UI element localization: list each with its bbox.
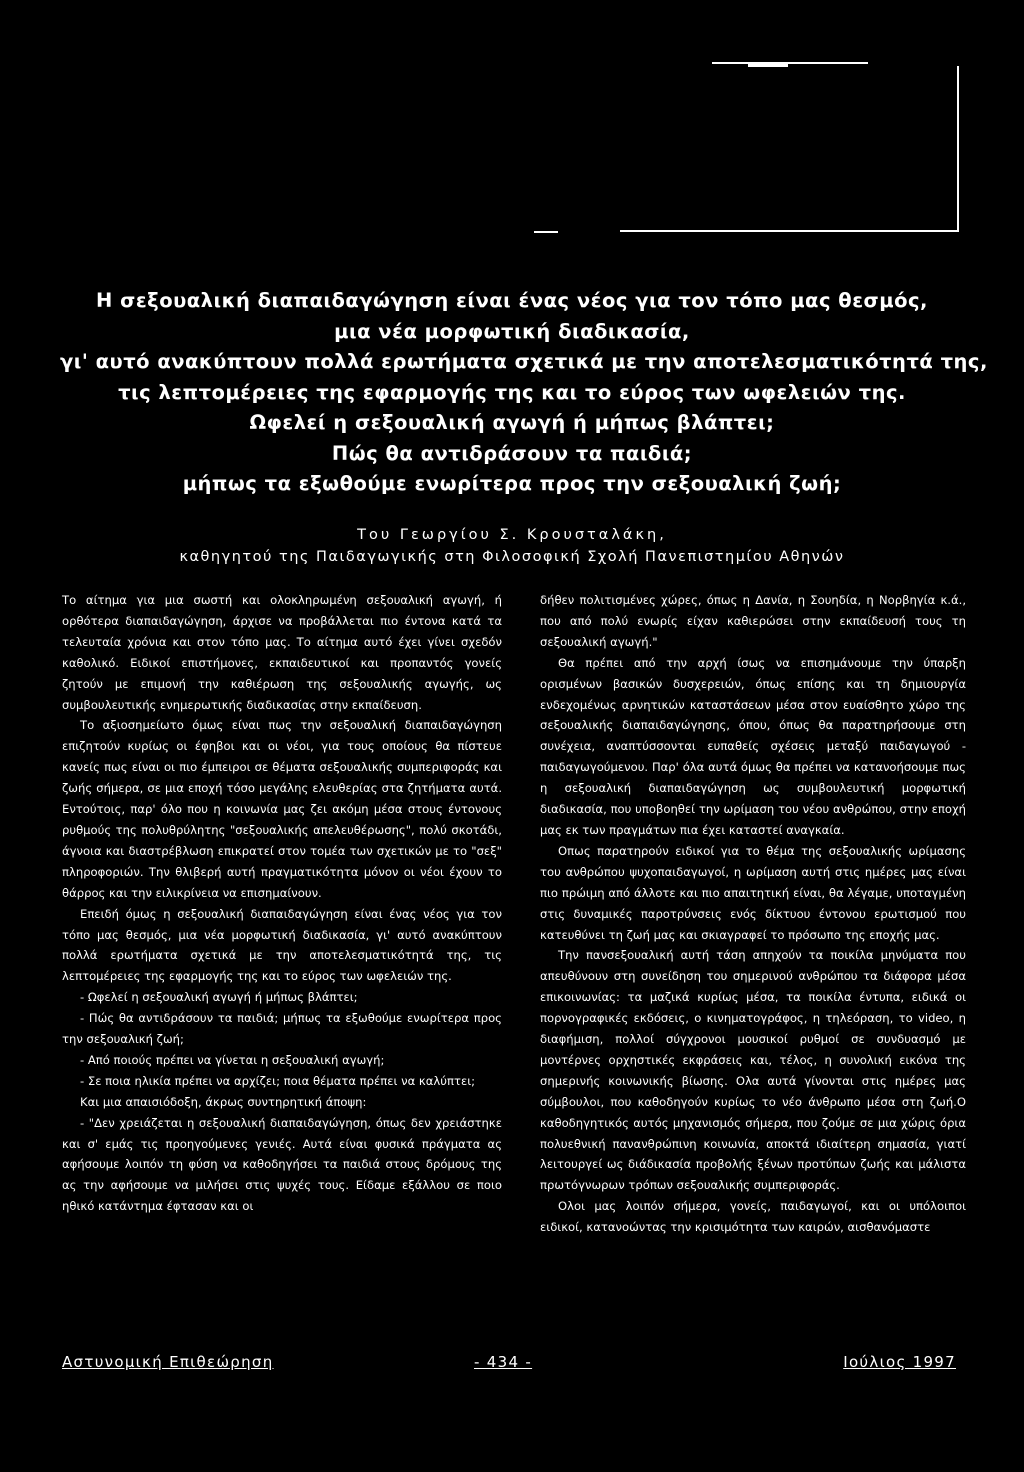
paragraph: - Από ποιούς πρέπει να γίνεται η σεξουαλική αγωγή; (80, 1052, 385, 1067)
paragraph: - "Δεν χρειάζεται η σεξουαλική διαπαιδαγώγηση, όπως δεν χρειάστηκε και σ' εμάς τις προηγούμενες γενιές. Αυτά είναι φυσικά πράγματα ας αφήσουμε λοιπόν τη φύση να καθοδηγήσει τα παιδιά στους δρόμους της ας την αφήσουμε να μιλήσει στις ψυχές τους. Είδαμε εξάλλου σε ποιο ηθικό κατάντημα έφτασαν και οι (62, 1115, 502, 1214)
lead-line: Πώς θα αντιδράσουν τα παιδιά; (331, 441, 693, 465)
article-lead (60, 286, 988, 500)
lead-line: γι' αυτό ανακύπτουν πολλά ερωτήματα σχετικά με την αποτελεσματικότητά της, (60, 350, 988, 373)
top-rule (712, 62, 868, 64)
paragraph: - Πώς θα αντιδράσουν τα παιδιά; μήπως τα εξωθούμε ενωρίτερα προς την σεξουαλική ζωή; (62, 1011, 502, 1047)
lead-line: μήπως τα εξωθούμε ενωρίτερα προς την σεξουαλική ζωή; (182, 472, 842, 495)
paragraph: Θα πρέπει από την αρχή ίσως να επισημάνουμε την ύπαρξη ορισμένων βασικών δυσχερειών, όπως επίσης και τη δημιουργία ενδεχομένως αρνητικών καταστάσεων μέσα στον ευαίσθητο χώρο της σεξουαλικής διαπαιδαγώγησης, όπου, όπως θα παρατηρήσουμε στη συνέχεια, αναπτύσσονται ευπαθείς σχέσεις μεταξύ παιδαγωγού - παιδαγωγούμενου. Παρ' όλα αυτά όμως θα πρέπει να κατανοήσουμε πως η σεξουαλική διαπαιδαγώγηση ως συμβουλευτική μορφωτική διαδικασία, που υποβοηθεί την ωρίμαση του νέου ανθρώπου, στην εποχή μας εκ των πραγμάτων πια έχει καταστεί αναγκαία. (540, 655, 966, 837)
lead-line: τις λεπτομέρειες της εφαρμογής της και το εύρος των ωφελειών της. (118, 380, 906, 404)
byline (60, 524, 964, 568)
right-rule (957, 66, 959, 232)
lead-line: Ωφελεί η σεξουαλική αγωγή ή μήπως βλάπτει; (249, 411, 775, 434)
right-column (540, 590, 966, 1238)
page-footer (62, 1353, 960, 1375)
paragraph: - Ωφελεί η σεξουαλική αγωγή ή μήπως βλάπτει; (80, 990, 358, 1005)
paragraph: δήθεν πολιτισμένες χώρες, όπως η Δανία, η Σουηδία, η Νορβηγία κ.ά., που από πολύ ενωρίς είχαν καθιερώσει στην εκπαίδευσή τους τη σεξουαλική αγωγή." (540, 593, 966, 649)
paragraph: Επειδή όμως η σεξουαλική διαπαιδαγώγηση είναι ένας νέος για τον τόπο μας θεσμός, μια νέα μορφωτική διαδικασία, γι' αυτό ανακύπτουν πολλά ερωτήματα σχετικά με την αποτελεσματικότητά της, τις λεπτομέρειες της εφαρμογής της και το εύρος των ωφελειών της. (62, 906, 502, 984)
lead-line: μια νέα μορφωτική διαδικασία, (334, 319, 690, 343)
page-number: - 434 - (474, 1353, 533, 1371)
paragraph: Το αίτημα για μια σωστή και ολοκληρωμένη σεξουαλική αγωγή, ή ορθότερα διαπαιδαγώγηση, άρχισε να προβάλλεται πιο έντονα κατά τα τελευταία χρόνια και στον τόπο μας. Το αίτημα αυτό έχει γίνει σχεδόν καθολικό. Ειδικοί επιστήμονες, εκπαιδευτικοί και προπαντός γονείς ζητούν με επιμονή την καθιέρωση της σεξουαλικής αγωγής, ως συμβουλευτικής ενημερωτικής διαδικασίας στην εκπαίδευση. (62, 593, 502, 712)
left-column (62, 590, 502, 1217)
paragraph: Και μια απαισιόδοξη, άκρως συντηρητική άποψη: (80, 1094, 367, 1109)
publication-name: Αστυνομική Επιθεώρηση (62, 1353, 274, 1371)
paragraph: Ολοι μας λοιπόν σήμερα, γονείς, παιδαγωγοί, και οι υπόλοιποι ειδικοί, κατανοώντας την κρισιμότητα των καιρών, αισθανόμαστε (540, 1199, 966, 1235)
bottom-rule-short (534, 231, 558, 233)
paragraph: Την πανσεξουαλική αυτή τάση απηχούν τα ποικίλα μηνύματα που απευθύνουν στη συνείδηση του σημερινού ανθρώπου τα διάφορα μέσα επικοινωνίας: τα μαζικά κυρίως μέσα, τα ποικίλα έντυπα, ειδικά οι πορνογραφικές εκδόσεις, ο κινηματογράφος, η τηλεόραση, το video, η διαφήμιση, πολλοί σύγχρονοι μουσικοί ρυθμοί σε συνδυασμό με μοντέρνες ορχηστικές εκφράσεις και, τέλος, η συνολική εικόνα της σημερινής κοινωνικής βίωσης. Ολα αυτά γίνονται στις ημέρες μας σύμβουλοι, που καθοδηγούν κυρίως το νέο άνθρωπο μέσα στη ζωή.Ο καθοδηγητικός αυτός μηχανισμός σήμερα, που ζούμε σε μια χώρις όρια πολυεθνική πανανθρώπινη κοινωνία, αποκτά ιδιαίτερη σημασία, γιατί λειτουργεί ως διάδικασία προβολής ξένων προτύπων ζωής και μάλιστα πρωτόγνωρων τρόπων σεξουαλικής συμπεριφοράς. (540, 948, 966, 1193)
top-rule-accent (748, 63, 788, 67)
bottom-rule-long (620, 230, 959, 232)
paragraph: Το αξιοσημείωτο όμως είναι πως την σεξουαλική διαπαιδαγώγηση επιζητούν κυρίως οι έφηβοι και οι νέοι, για τους οποίους θα πίστευε κανείς πως είναι οι πιο έμπειροι σε θέματα σεξουαλικής συμπεριφοράς και ζωής σήμερα, σε μια εποχή τόσο μεγάλης ελευθερίας στα ζητήματα αυτά. Εντούτοις, παρ' όλο που η κοινωνία μας ζει ακόμη μέσα στους έντονους ρυθμούς της πολυθρύλητης "σεξουαλικής απελευθέρωσης", πολύ σκοτάδι, άγνοια και διαστρέβλωση επικρατεί στον τομέα των σχετικών με το "σεξ" πληροφοριών. Την θλιβερή αυτή πραγματικότητα μόνον οι νέοι έχουν το θάρρος και την ειλικρίνεια να επισημαίνουν. (62, 718, 502, 900)
lead-line: Η σεξουαλική διαπαιδαγώγηση είναι ένας νέος για τον τόπο μας θεσμός, (96, 289, 928, 312)
author-name: Του Γεωργίου Σ. Κρουσταλάκη, (357, 527, 667, 543)
paragraph: - Σε ποια ηλικία πρέπει να αρχίζει; ποια θέματα πρέπει να καλύπτει; (80, 1073, 476, 1088)
issue-date: Ιούλιος 1997 (843, 1353, 956, 1371)
paragraph: Οπως παρατηρούν ειδικοί για το θέμα της σεξουαλικής ωρίμασης του ανθρώπου ψυχοπαιδαγωγοί, η ωρίμαση αυτή στις ημέρες μας είναι πιο πρώιμη από άλλοτε και πιο απαιτητική είναι, θα λέγαμε, υποταγμένη στις δυναμικές παροτρύνσεις ενός δίκτυου έντονου ερωτισμού που κατευθύνει τη ζωή μας και σκιαγραφεί το πρόσωπο της εποχής μας. (540, 843, 966, 942)
author-affiliation: καθηγητού της Παιδαγωγικής στη Φιλοσοφική Σχολή Πανεπιστημίου Αθηνών (179, 549, 845, 565)
